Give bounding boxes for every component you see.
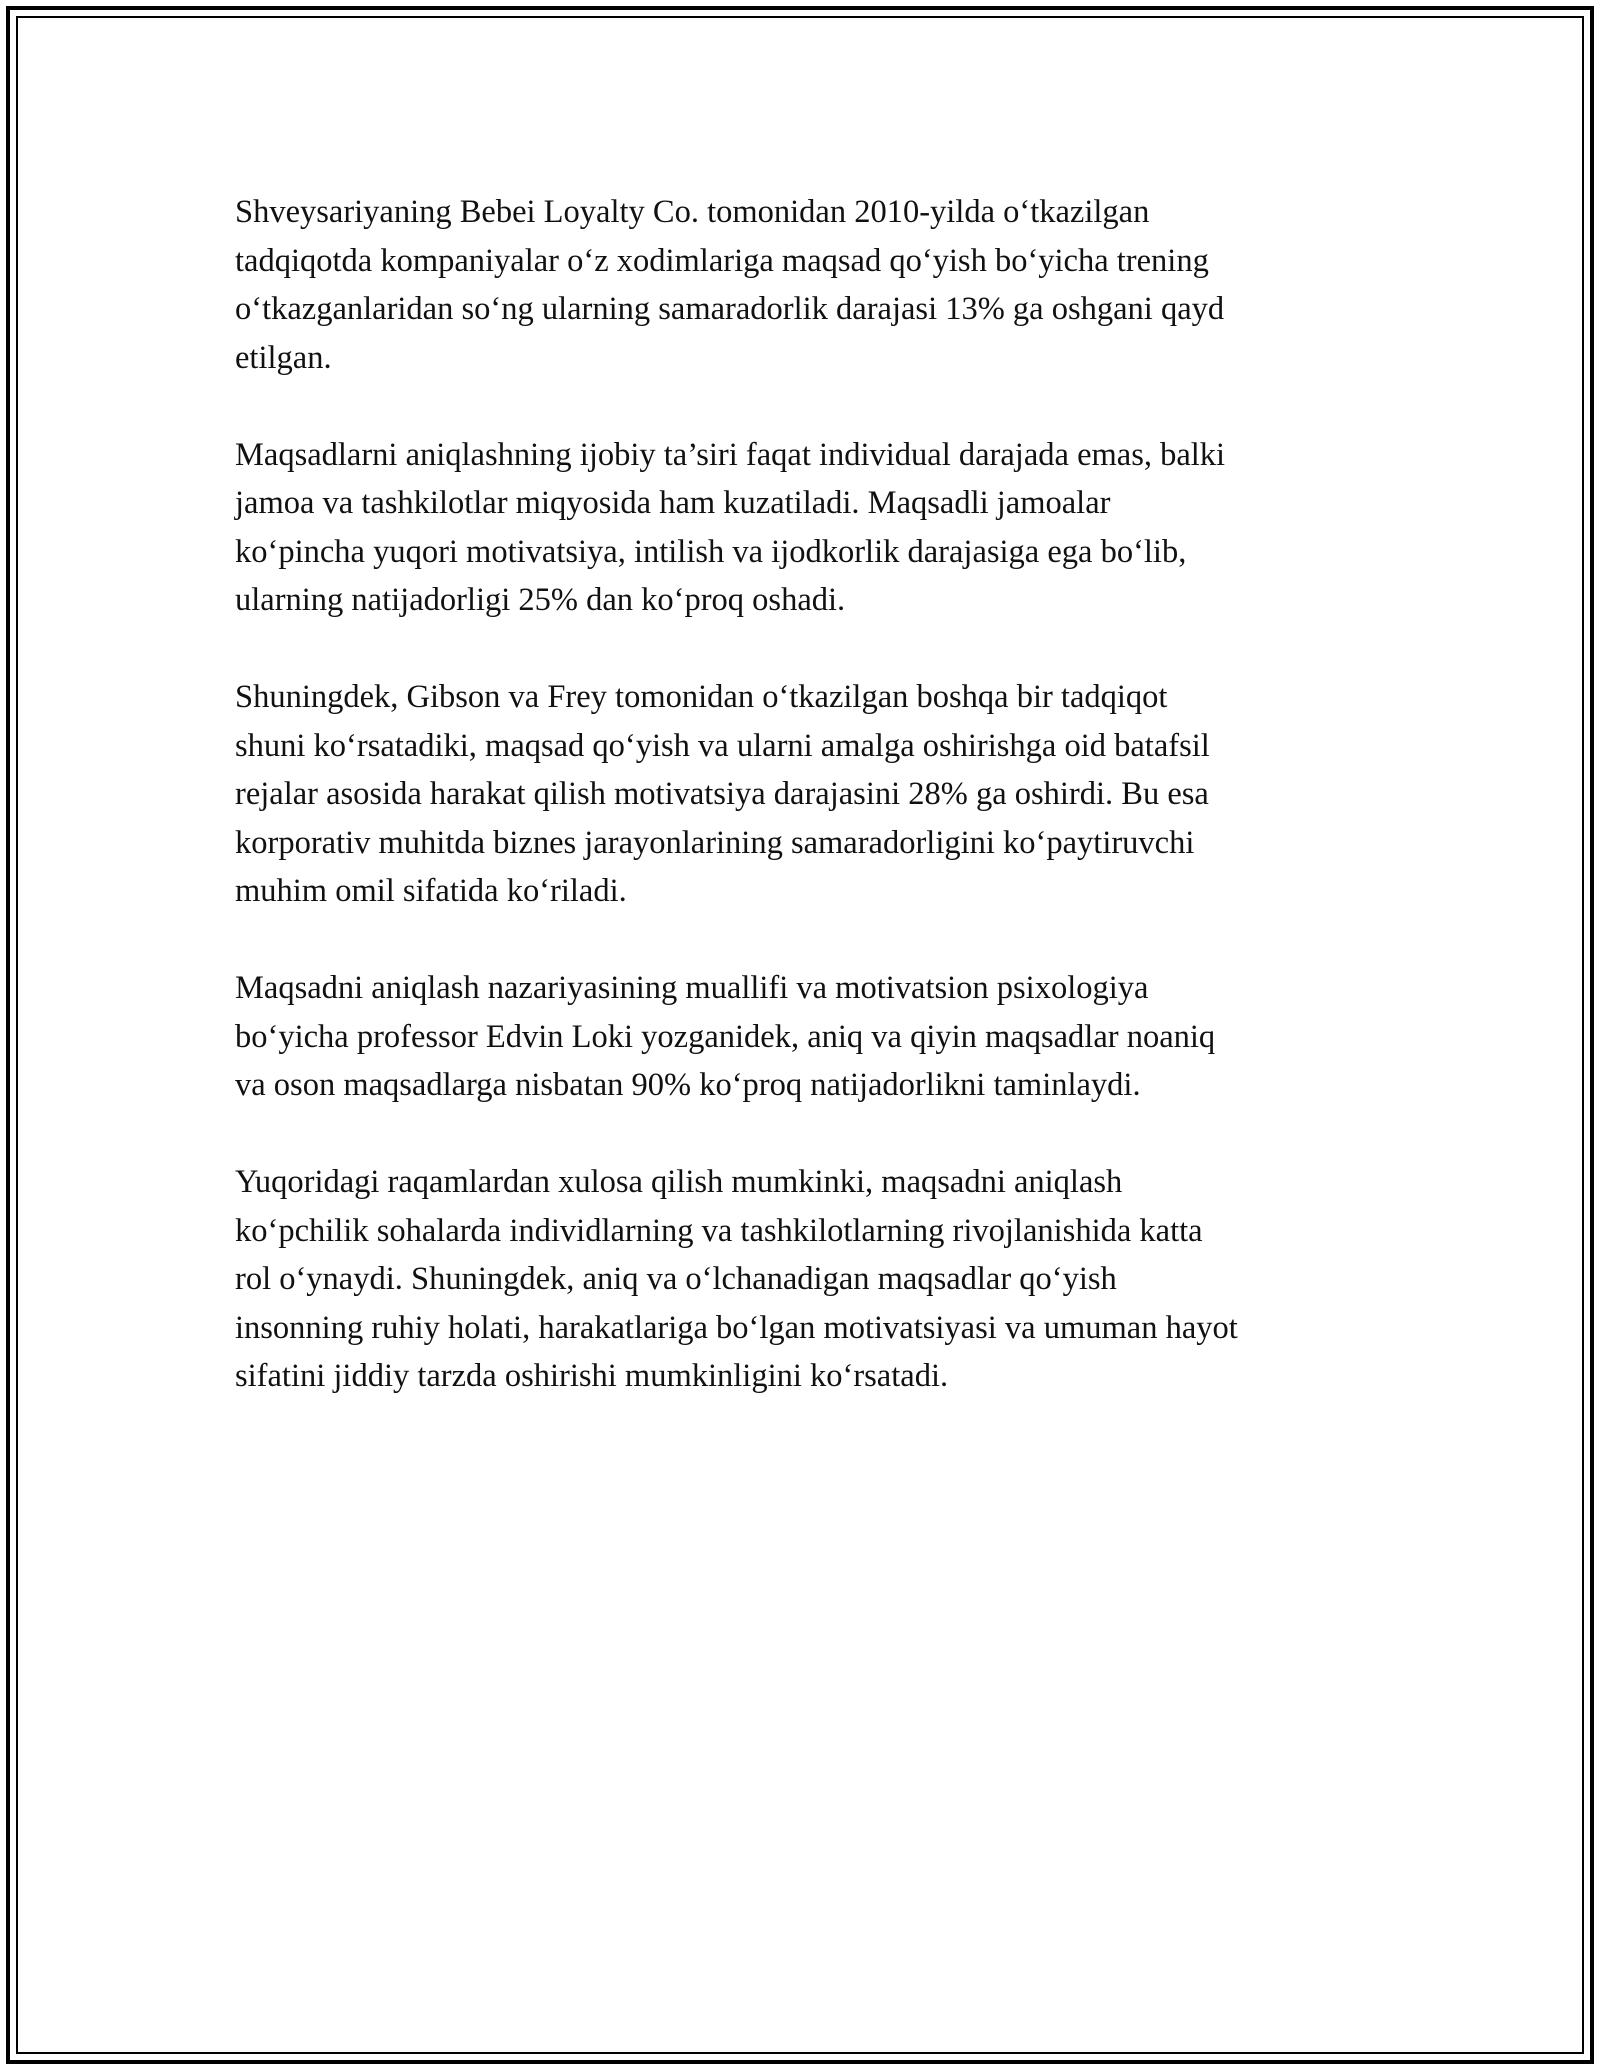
text-line: Maqsadni aniqlash nazariyasining muallifi va motivatsion psixologiya xyxy=(235,970,1149,1006)
text-line: va oson maqsadlarga nisbatan 90% ko‘proq natijadorlikni taminlaydi. xyxy=(235,1067,1141,1103)
paragraph-2 xyxy=(235,431,1375,625)
text-line: shuni ko‘rsatadiki, maqsad qo‘yish va ularni amalga oshirishga oid batafsil xyxy=(235,727,1210,764)
text-line: Maqsadlarni aniqlashning ijobiy ta’siri faqat individual darajada emas, balki xyxy=(235,436,1226,473)
text-line: tadqiqotda kompaniyalar o‘z xodimlariga maqsad qo‘yish bo‘yicha trening xyxy=(235,242,1209,279)
text-line: sifatini jiddiy tarzda oshirishi mumkinligini ko‘rsatadi. xyxy=(235,1358,949,1394)
text-line: o‘tkazganlaridan so‘ng ularning samaradorlik darajasi 13% ga oshgani qayd xyxy=(235,291,1225,327)
text-line: Yuqoridagi raqamlardan xulosa qilish mumkinki, maqsadni aniqlash xyxy=(235,1164,1123,1200)
text-line: bo‘yicha professor Edvin Loki yozganidek, aniq va qiyin maqsadlar noaniq xyxy=(235,1018,1216,1055)
text-line: ularning natijadorligi 25% dan ko‘proq oshadi. xyxy=(235,582,846,618)
text-line: Shveysariyaning Bebei Loyalty Co. tomonidan 2010-yilda o‘tkazilgan xyxy=(235,194,1150,230)
text-line: korporativ muhitda biznes jarayonlarining samaradorligini ko‘paytiruvchi xyxy=(235,824,1195,861)
text-line: Shuningdek, Gibson va Frey tomonidan o‘tkazilgan boshqa bir tadqiqot xyxy=(235,679,1168,715)
text-line: ko‘pchilik sohalarda individlarning va tashkilotlarning rivojlanishida katta xyxy=(235,1212,1203,1249)
paragraph-4 xyxy=(235,964,1375,1110)
text-line: insonning ruhiy holati, harakatlariga bo‘lgan motivatsiyasi va umuman hayot xyxy=(235,1309,1238,1346)
text-line: muhim omil sifatida ko‘riladi. xyxy=(235,873,627,909)
paragraph-5 xyxy=(235,1158,1375,1401)
text-line: jamoa va tashkilotlar miqyosida ham kuzatiladi. Maqsadli jamoalar xyxy=(235,485,1111,521)
text-line: ko‘pincha yuqori motivatsiya, intilish va ijodkorlik darajasiga ega bo‘lib, xyxy=(235,533,1187,570)
text-line: etilgan. xyxy=(235,339,332,376)
paragraph-3 xyxy=(235,673,1375,916)
document-body xyxy=(235,188,1375,1449)
paragraph-1 xyxy=(235,188,1375,382)
text-line: rejalar asosida harakat qilish motivatsiya darajasini 28% ga oshirdi. Bu esa xyxy=(235,776,1209,812)
text-line: rol o‘ynaydi. Shuningdek, aniq va o‘lchanadigan maqsadlar qo‘yish xyxy=(235,1261,1117,1297)
